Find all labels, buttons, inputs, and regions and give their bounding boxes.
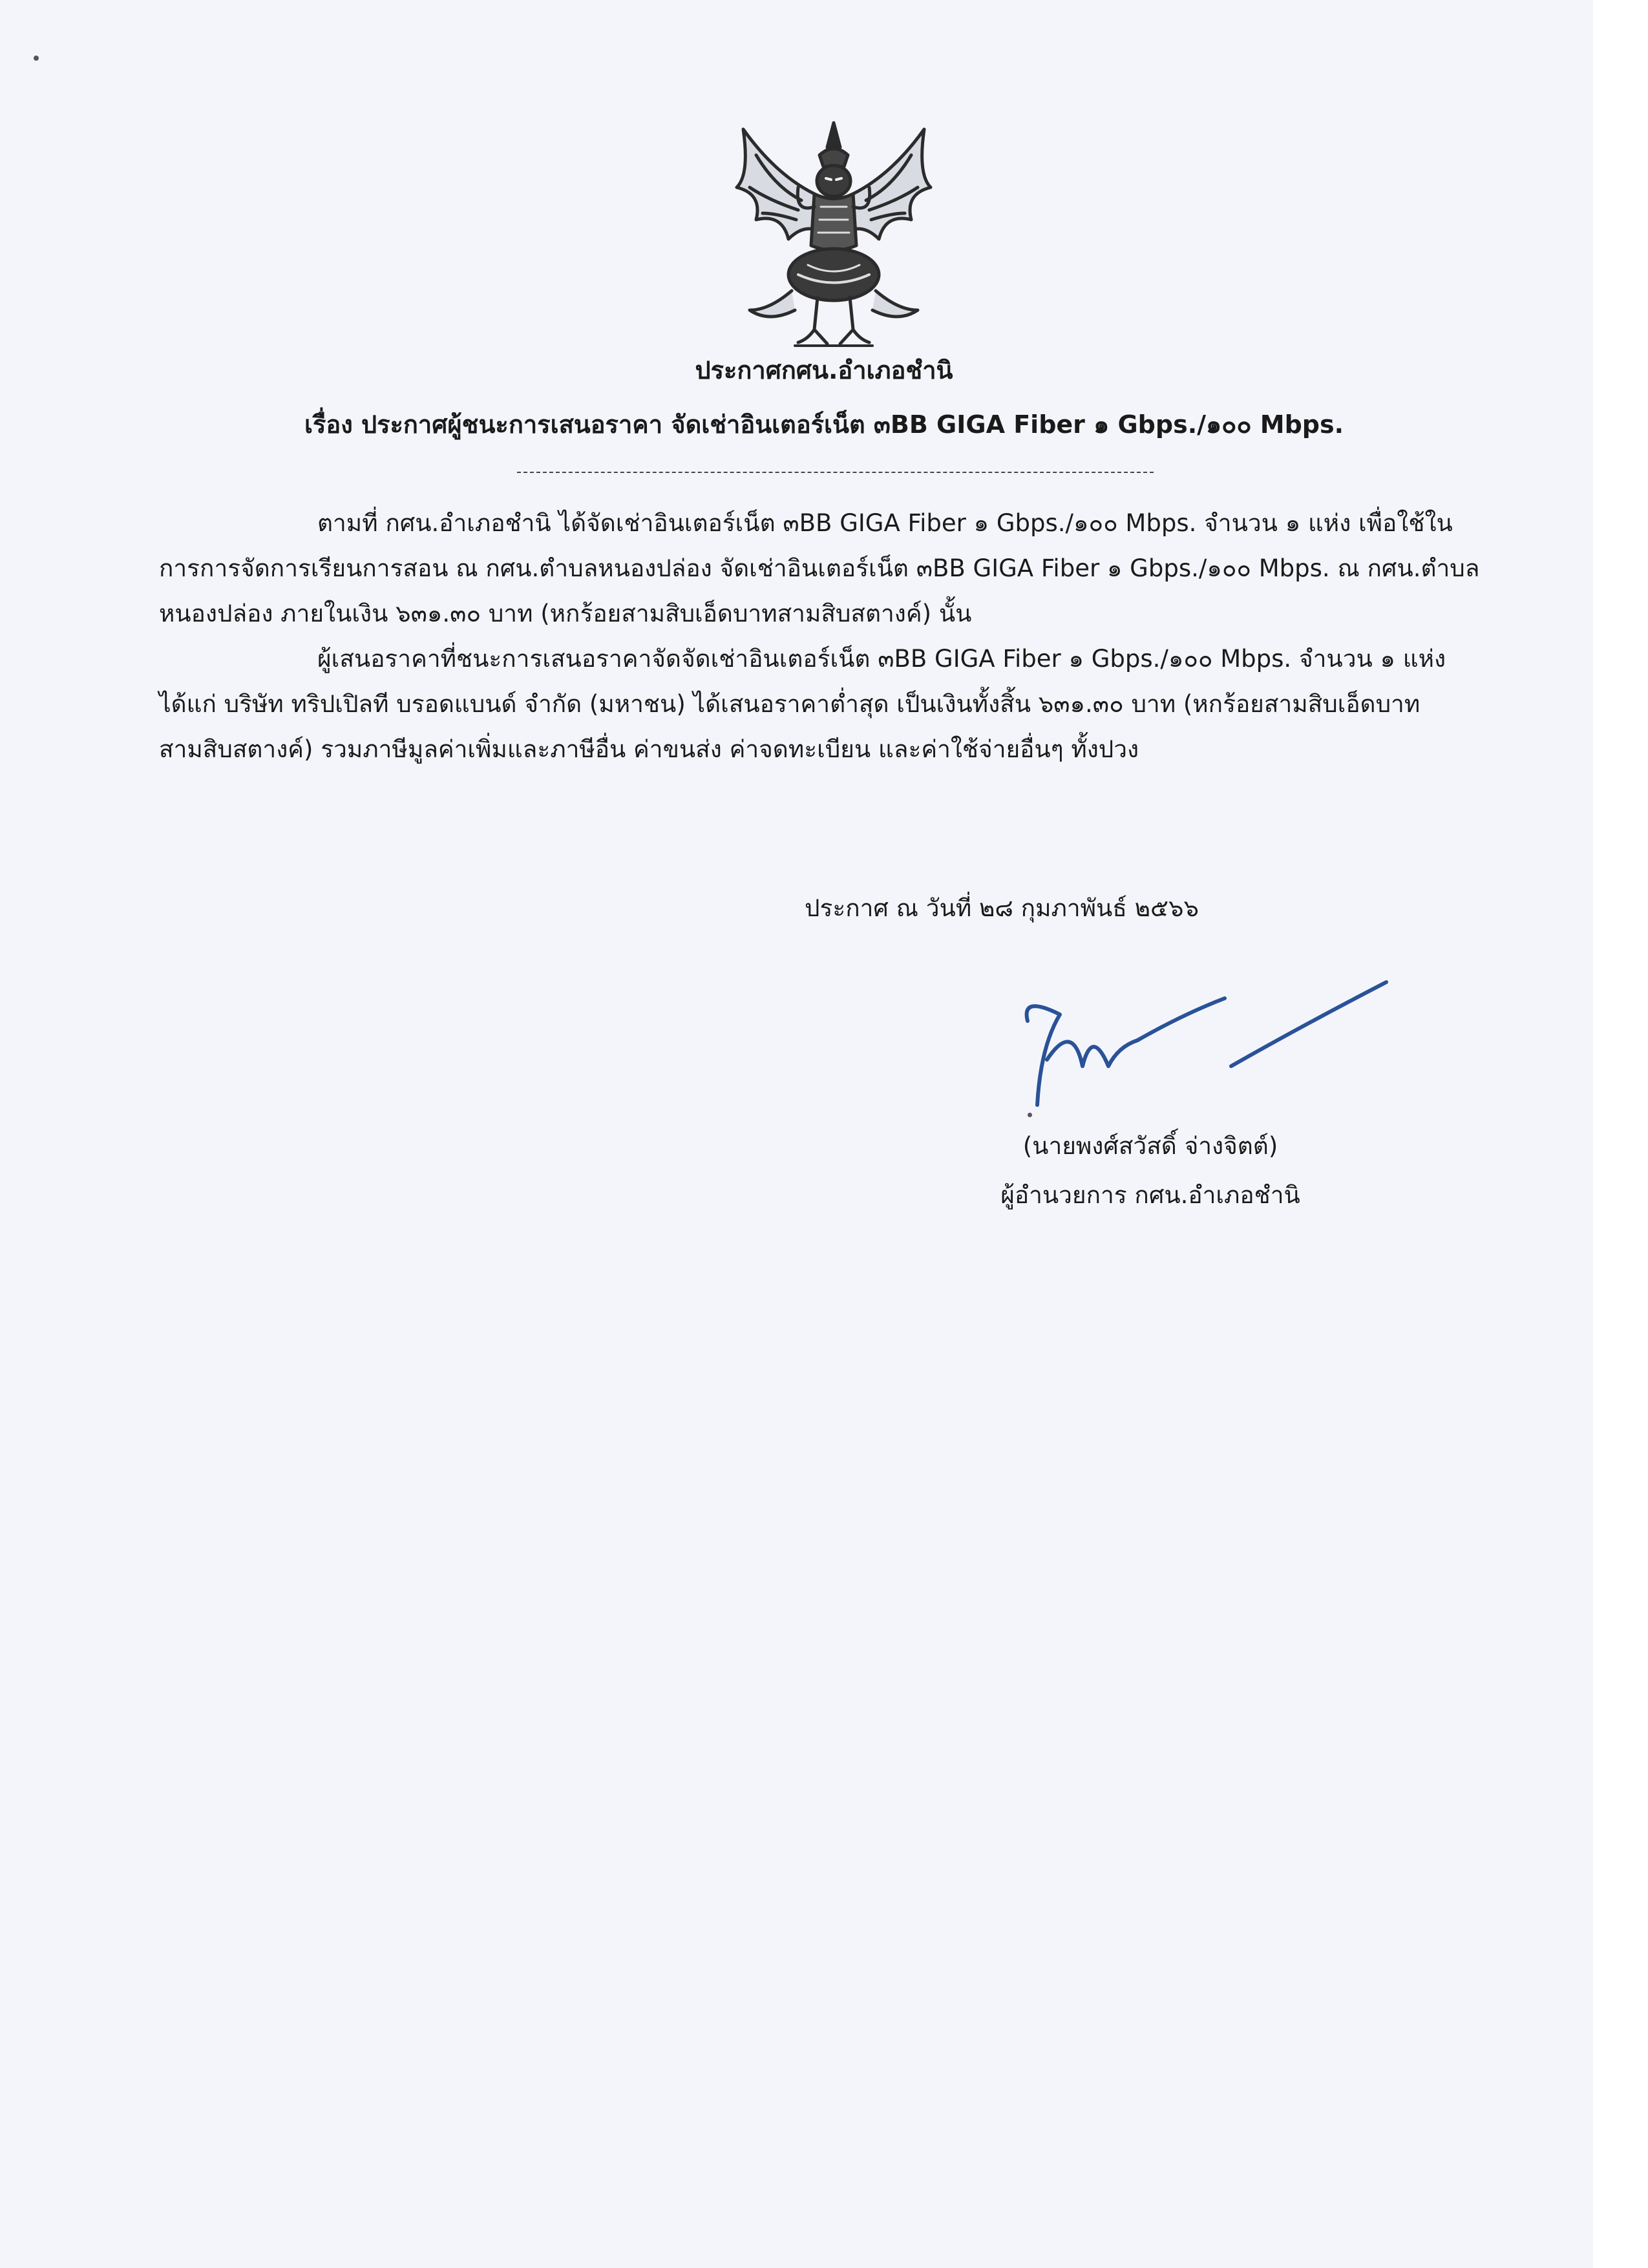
body-paragraph-1: ตามที่ กศน.อำเภอชำนิ ได้จัดเช่าอินเตอร์เน็ต ๓BB GIGA Fiber ๑ Gbps./๑๐๐ Mbps. จำนวน ๑ แห่ง เพื่อใช้ในการการจัดการเรียนการสอน ณ กศน.ตำบลหนองปล่อง จัดเช่าอินเตอร์เน็ต ๓BB GIGA Fiber ๑ Gbps./๑๐๐ Mbps. ณ กศน.ตำบลหนองปล่อง ภายในเงิน ๖๓๑.๓๐ บาท (หกร้อยสามสิบเอ็ดบาทสามสิบสตางค์) นั้น [159,509,1480,627]
heading-divider [517,472,1154,473]
body-paragraph-2: ผู้เสนอราคาที่ชนะการเสนอราคาจัดจัดเช่าอินเตอร์เน็ต ๓BB GIGA Fiber ๑ Gbps./๑๐๐ Mbps. จำนวน ๑ แห่ง ได้แก่ บริษัท ทริปเปิลที บรอดแบนด์ จำกัด (มหาชน) ได้เสนอราคาต่ำสุด เป็นเงินทั้งสิ้น ๖๓๑.๓๐ บาท (หกร้อยสามสิบเอ็ดบาทสามสิบสตางค์) รวมภาษีมูลค่าเพิ่มและภาษีอื่น ค่าขนส่ง ค่าจดทะเบียน และค่าใช้จ่ายอื่นๆ ทั้งปวง [159,645,1446,763]
signatory-name: (นายพงศ์สวัสดิ์ จ่างจิตต์) [1022,1132,1278,1160]
signatory-position: ผู้อำนวยการ กศน.อำเภอชำนิ [1000,1181,1300,1209]
announcement-subject: เรื่อง ประกาศผู้ชนะการเสนอราคา จัดเช่าอินเตอร์เน็ต ๓BB GIGA Fiber ๑ Gbps./๑๐๐ Mbps. [304,410,1344,439]
scan-speck [34,56,39,61]
handwritten-signature [976,969,1402,1131]
page-edge [1593,0,1648,2268]
document-body [159,501,1490,772]
announcement-issuer: ประกาศกศน.อำเภอชำนิ [695,356,953,384]
announcement-date: ประกาศ ณ วันที่ ๒๘ กุมภาพันธ์ ๒๕๖๖ [805,894,1199,922]
garuda-emblem-icon [724,116,944,355]
